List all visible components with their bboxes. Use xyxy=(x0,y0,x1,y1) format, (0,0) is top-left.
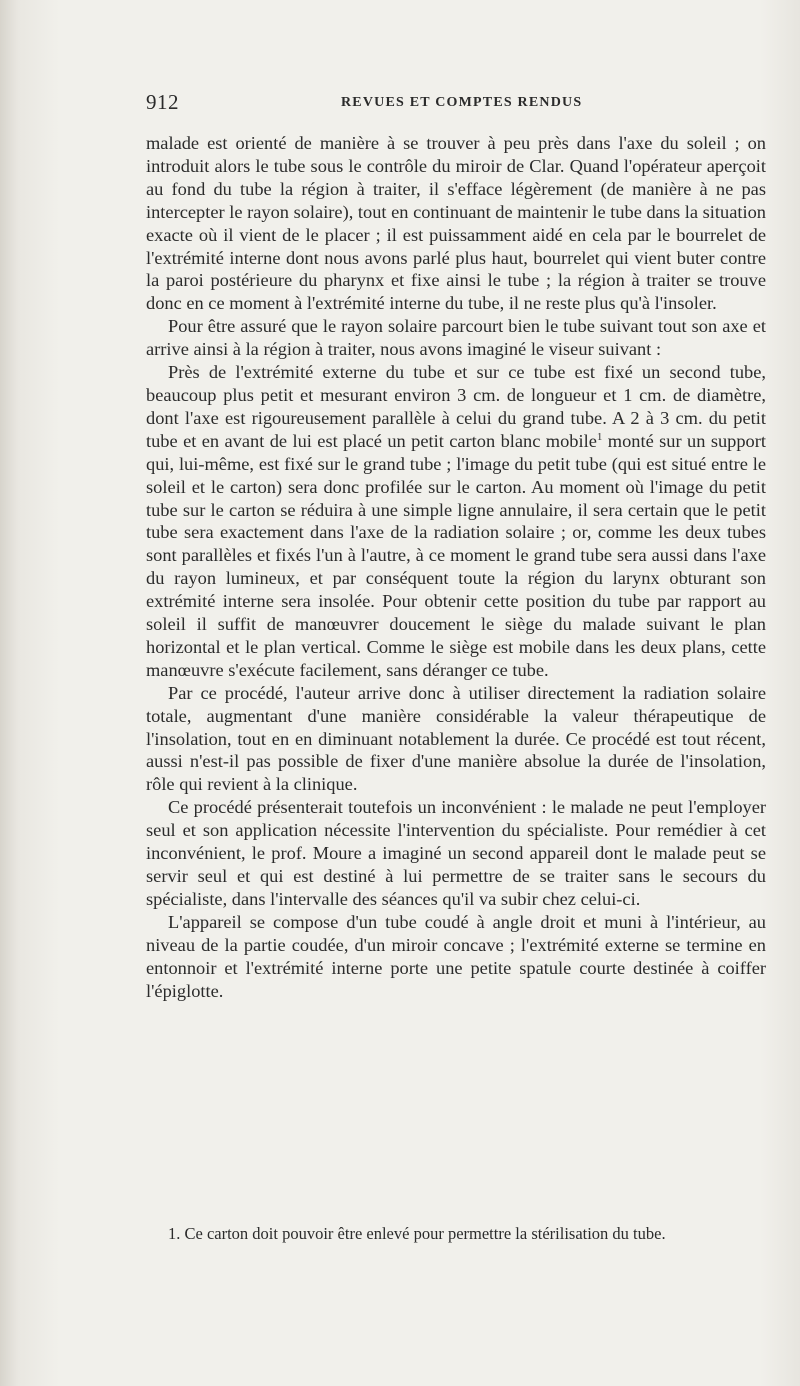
paragraph: Par ce procédé, l'auteur arrive donc à utiliser directement la radiation solaire totale, augmentant d'une manière considérable la valeur thérapeutique de l'insolation, tout en en diminuant notablement la durée. Ce procédé est tout récent, aussi n'est-il pas possible de fixer d'une manière absolue la durée de l'insolation, rôle qui revient à la clinique. xyxy=(146,682,766,795)
paragraph: L'appareil se compose d'un tube coudé à angle droit et muni à l'intérieur, au niveau de la partie coudée, d'un miroir concave ; l'extrémité externe se termine en entonnoir et l'extrémité interne porte une petite spatule courte destinée à coiffer l'épiglotte. xyxy=(146,911,766,1001)
body-text xyxy=(146,132,766,1002)
page-number: 912 xyxy=(146,90,179,114)
paragraph-text: monté sur un support qui, lui-même, est fixé sur le grand tube ; l'image du petit tube (qui est situé entre le soleil et le carton) sera donc profilée sur le carton. Au moment où l'image du petit tube sur le carton se réduira à une simple ligne annulaire, il sera certain que le petit tube sera exactement dans l'axe de la radiation solaire ; or, comme les deux tubes sont parallèles et fixés l'un à l'autre, à ce moment le grand tube sera aussi dans l'axe du rayon lumineux, et par conséquent toute la région du larynx obturant son extrémité interne sera insolée. Pour obtenir cette position du tube par rapport au soleil il suffit de manœuvrer doucement le siège du malade suivant le plan horizontal et le plan vertical. Comme le siège est mobile dans les deux plans, cette manœuvre s'exécute facilement, sans déranger ce tube. xyxy=(146,430,766,680)
paragraph: malade est orienté de manière à se trouver à peu près dans l'axe du soleil ; on introduit alors le tube sous le contrôle du miroir de Clar. Quand l'opérateur aperçoit au fond du tube la région à traiter, il s'efface légèrement (de manière à ne pas intercepter le rayon solaire), tout en continuant de maintenir le tube dans la situation exacte où il vient de le placer ; il est puissamment aidé en cela par le bourrelet de l'extrémité interne dont nous avons parlé plus haut, bourrelet qui vient buter contre la paroi postérieure du pharynx et fixe ainsi le tube ; la région à traiter se trouve donc en ce moment à l'extrémité interne du tube, il ne reste plus qu'à l'insoler. xyxy=(146,133,766,314)
paragraph xyxy=(146,361,766,682)
paragraph: Pour être assuré que le rayon solaire parcourt bien le tube suivant tout son axe et arrive ainsi à la région à traiter, nous avons imaginé le viseur suivant : xyxy=(146,316,766,360)
footnote-text: 1. Ce carton doit pouvoir être enlevé pour permettre la stérilisation du tube. xyxy=(168,1224,666,1243)
footnote xyxy=(146,1224,766,1244)
footnote-reference: 1 xyxy=(596,430,603,443)
page-header xyxy=(146,90,766,118)
paragraph-text: Près de l'extrémité externe du tube et sur ce tube est fixé un second tube, beaucoup plus petit et mesurant environ 3 cm. de longueur et 1 cm. de diamètre, dont l'axe est rigoureusement parallèle à celui du grand tube. A 2 à 3 cm. du petit tube et en avant de lui est placé un petit carton blanc mobile xyxy=(146,362,766,451)
paragraph: Ce procédé présenterait toutefois un inconvénient : le malade ne peut l'employer seul et son application nécessite l'intervention du spécialiste. Pour remédier à cet inconvénient, le prof. Moure a imaginé un second appareil dont le malade peut se servir seul et qui est destiné à lui permettre de se traiter sans le secours du spécialiste, dans l'intervalle des séances qu'il va subir chez celui-ci. xyxy=(146,797,766,909)
running-head: REVUES ET COMPTES RENDUS xyxy=(341,95,583,110)
